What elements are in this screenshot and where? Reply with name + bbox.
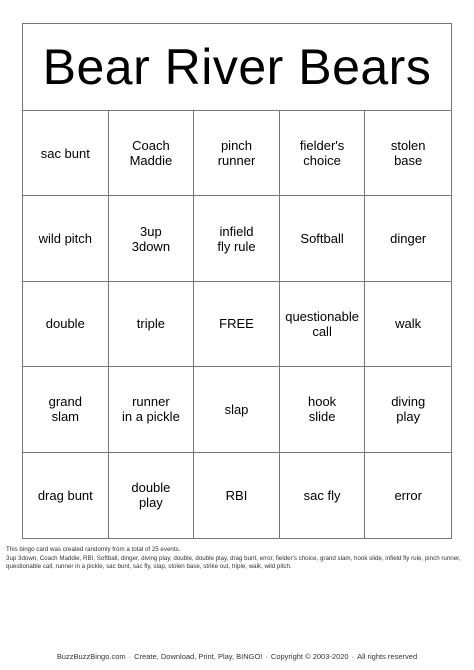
bingo-grid [23, 111, 451, 538]
footnote-event-list: 3up 3down, Coach Maddie, RBI, Softball, dinger, diving play, double, double play, drag bunt, error, fielder's choice, grand slam, hook slide, infield fly rule, pinch runner, questionable call, runner in a pickle, sac bunt, sac fly, slap, stolen base, strike out, triple, walk, wild pitch. [6, 554, 461, 570]
bingo-cell: error [394, 487, 422, 503]
footer-rights: All rights reserved [357, 652, 418, 661]
bingo-cell: slap [194, 367, 280, 452]
bingo-cell: drag bunt [23, 453, 109, 538]
bingo-cell: double play [109, 453, 195, 538]
bingo-cell: 3up 3down [109, 196, 195, 281]
footer-copyright: Copyright © 2003-2020 [270, 652, 349, 661]
footer-separator: · [128, 652, 132, 661]
bingo-cell: sac fly [280, 453, 366, 538]
bingo-cell: stolen base [365, 111, 451, 196]
bingo-cell: questionable call [280, 282, 366, 367]
events-footnote [6, 546, 468, 572]
card-title: Bear River Bears [23, 24, 451, 111]
bingo-cell: pinch runner [194, 111, 280, 196]
bingo-cell: Softball [280, 196, 366, 281]
footer-tagline: Create, Download, Print, Play, BINGO! [134, 652, 263, 661]
bingo-cell: Coach Maddie [109, 111, 195, 196]
bingo-cell: double [23, 282, 109, 367]
bingo-cell: triple [109, 282, 195, 367]
footer-bar [6, 652, 468, 661]
footer-separator: · [351, 652, 355, 661]
bingo-card [22, 23, 452, 539]
bingo-cell: grand slam [23, 367, 109, 452]
bingo-cell: diving play [365, 367, 451, 452]
bingo-cell: RBI [194, 453, 280, 538]
footer-site-link[interactable]: BuzzBuzzBingo.com [56, 652, 126, 661]
bingo-cell: sac bunt [23, 111, 109, 196]
bingo-cell: dinger [365, 196, 451, 281]
bingo-cell: wild pitch [23, 196, 109, 281]
bingo-cell: walk [365, 282, 451, 367]
bingo-cell: runner in a pickle [109, 367, 195, 452]
footnote-intro: This bingo card was created randomly from a total of 25 events. [6, 546, 181, 553]
bingo-cell: infield fly rule [194, 196, 280, 281]
free-space-cell: FREE [194, 282, 280, 367]
bingo-cell: fielder's choice [280, 111, 366, 196]
bingo-cell: hook slide [280, 367, 366, 452]
footer-separator: · [265, 652, 268, 661]
